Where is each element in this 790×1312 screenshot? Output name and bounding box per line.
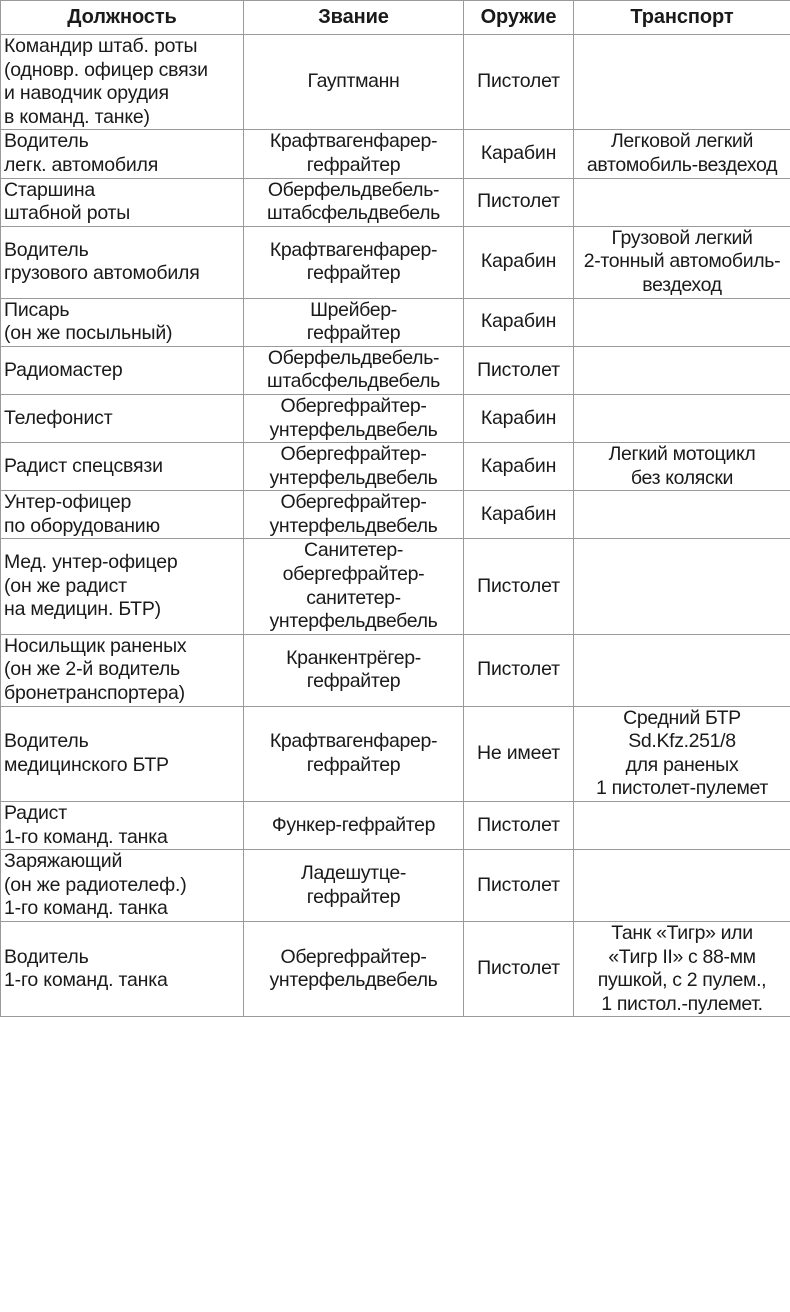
cell-rank [244, 634, 464, 706]
cell-text-line: Радист спецсвязи [4, 454, 163, 477]
cell-text-line: Водитель [4, 945, 89, 968]
cell-text-line: гефрайтер [306, 153, 401, 176]
cell-text-line: Водитель [4, 130, 89, 153]
column-header-position: Должность [1, 1, 244, 35]
cell-text-line: гефрайтер [306, 322, 401, 345]
cell-text-line: Карабин [480, 503, 557, 526]
cell-text-line: Унтер-офицер [4, 491, 132, 514]
table-row [1, 802, 790, 850]
cell-text-line: унтерфельдвебель [269, 514, 438, 537]
cell-text-line: Радист [4, 802, 67, 824]
cell-position [1, 443, 244, 491]
cell-position [1, 634, 244, 706]
cell-text-line: Радиомастер [4, 358, 123, 381]
cell-text-line: гефрайтер [306, 670, 401, 693]
cell-position [1, 491, 244, 539]
cell-text-line: без коляски [630, 466, 734, 489]
cell-text-line: автомобиль-вездеход [586, 153, 778, 176]
cell-text-line: Грузовой легкий [611, 226, 753, 249]
cell-text-line: Водитель [4, 730, 89, 753]
cell-position [1, 298, 244, 346]
cell-text-line: медицинского БТР [4, 753, 169, 776]
cell-text-line: по оборудованию [4, 514, 160, 537]
table-row [1, 346, 790, 394]
cell-text-line: 2-тонный автомобиль- [583, 250, 781, 273]
cell-text-line: Крафтвагенфарер- [269, 130, 438, 153]
cell-rank [244, 850, 464, 922]
cell-rank [244, 491, 464, 539]
cell-text-line: Оберфельдвебель- [267, 178, 440, 201]
cell-text-line: унтерфельдвебель [269, 969, 438, 992]
cell-text-line: Мед. унтер-офицер [4, 551, 178, 574]
cell-text-line: Не имеет [476, 742, 561, 765]
cell-rank [244, 35, 464, 130]
cell-position [1, 226, 244, 298]
cell-position [1, 850, 244, 922]
cell-text-line: Писарь [4, 298, 70, 321]
cell-text-line: Шрейбер- [310, 298, 397, 321]
cell-weapon [464, 921, 574, 1016]
cell-vehicle [574, 802, 790, 850]
cell-text-line: штабсфельдвебель [267, 370, 440, 393]
column-header-weapon: Оружие [464, 1, 574, 35]
cell-position [1, 394, 244, 442]
table-row [1, 130, 790, 178]
cell-rank [244, 226, 464, 298]
cell-text-line: 1-го команд. танка [4, 897, 168, 920]
cell-position [1, 130, 244, 178]
cell-rank [244, 130, 464, 178]
cell-text-line: Обергефрайтер- [280, 394, 427, 417]
cell-text-line: Телефонист [4, 406, 113, 429]
table-row [1, 394, 790, 442]
cell-rank [244, 921, 464, 1016]
column-header-vehicle: Транспорт [574, 1, 790, 35]
cell-position [1, 35, 244, 130]
cell-weapon [464, 706, 574, 801]
cell-text-line: Карабин [480, 310, 557, 333]
cell-position [1, 346, 244, 394]
cell-position [1, 178, 244, 226]
cell-rank [244, 706, 464, 801]
cell-text-line: (он же радиотелеф.) [4, 873, 187, 896]
cell-position [1, 921, 244, 1016]
cell-text-line: пушкой, с 2 пулем., [597, 969, 767, 992]
cell-text-line: Санитетер- [303, 539, 404, 562]
cell-vehicle [574, 35, 790, 130]
column-header-rank: Звание [244, 1, 464, 35]
cell-text-line: штабной роты [4, 202, 131, 225]
table-row [1, 850, 790, 922]
cell-text-line: Командир штаб. роты [4, 35, 198, 57]
table-row [1, 921, 790, 1016]
cell-vehicle [574, 346, 790, 394]
cell-vehicle [574, 130, 790, 178]
cell-text-line: 1-го команд. танка [4, 825, 168, 848]
cell-text-line: унтерфельдвебель [269, 610, 438, 633]
cell-weapon [464, 539, 574, 634]
cell-text-line: Старшина [4, 178, 96, 201]
cell-text-line: Легковой легкий [610, 130, 754, 153]
table-row [1, 539, 790, 634]
cell-vehicle [574, 921, 790, 1016]
cell-text-line: Танк «Тигр» или [611, 921, 753, 944]
table-header [1, 1, 790, 35]
cell-text-line: вездеход [642, 273, 722, 296]
cell-text-line: Обергефрайтер- [280, 945, 427, 968]
cell-text-line: Пистолет [477, 813, 560, 836]
cell-position [1, 802, 244, 850]
table-row [1, 226, 790, 298]
cell-text-line: штабсфельдвебель [267, 202, 440, 225]
cell-text-line: гефрайтер [306, 753, 401, 776]
cell-text-line: Пистолет [477, 957, 560, 980]
cell-text-line: Кранкентрёгер- [286, 646, 421, 669]
cell-position [1, 706, 244, 801]
cell-weapon [464, 346, 574, 394]
table-header-row [1, 1, 790, 35]
cell-vehicle [574, 706, 790, 801]
cell-text-line: гефрайтер [306, 885, 401, 908]
cell-text-line: Обергефрайтер- [280, 443, 427, 466]
cell-weapon [464, 634, 574, 706]
cell-text-line: бронетранспортера) [4, 682, 185, 705]
cell-text-line: для раненых [625, 753, 739, 776]
table-row [1, 634, 790, 706]
cell-text-line: Sd.Kfz.251/8 [628, 730, 736, 753]
cell-text-line: Пистолет [477, 70, 560, 93]
cell-vehicle [574, 226, 790, 298]
cell-vehicle [574, 394, 790, 442]
cell-position [1, 539, 244, 634]
cell-text-line: (он же 2-й водитель [4, 658, 180, 681]
cell-text-line: 1-го команд. танка [4, 969, 168, 992]
cell-vehicle [574, 634, 790, 706]
cell-rank [244, 539, 464, 634]
cell-text-line: Крафтвагенфарер- [269, 730, 438, 753]
cell-text-line: (одновр. офицер связи [4, 58, 208, 81]
cell-text-line: Карабин [480, 250, 557, 273]
cell-text-line: Средний БТР [623, 706, 741, 729]
cell-weapon [464, 850, 574, 922]
cell-text-line: (он же посыльный) [4, 322, 173, 345]
table-row [1, 706, 790, 801]
cell-text-line: обергефрайтер- [282, 563, 425, 586]
cell-text-line: на медицин. БТР) [4, 598, 161, 621]
cell-text-line: 1 пистол.-пулемет. [601, 992, 763, 1015]
cell-text-line: унтерфельдвебель [269, 466, 438, 489]
cell-weapon [464, 178, 574, 226]
cell-text-line: «Тигр II» с 88-мм [608, 945, 756, 968]
cell-vehicle [574, 298, 790, 346]
cell-text-line: Пистолет [477, 873, 560, 896]
cell-text-line: Ладешутце- [301, 861, 406, 884]
cell-text-line: Крафтвагенфарер- [269, 238, 438, 261]
cell-weapon [464, 443, 574, 491]
cell-vehicle [574, 443, 790, 491]
cell-text-line: Водитель [4, 238, 89, 261]
cell-vehicle [574, 539, 790, 634]
cell-vehicle [574, 178, 790, 226]
cell-text-line: унтерфельдвебель [269, 418, 438, 441]
cell-rank [244, 443, 464, 491]
table-row [1, 178, 790, 226]
cell-rank [244, 802, 464, 850]
cell-weapon [464, 130, 574, 178]
cell-weapon [464, 394, 574, 442]
table-row [1, 443, 790, 491]
cell-text-line: и наводчик орудия [4, 82, 169, 105]
cell-rank [244, 346, 464, 394]
cell-text-line: в команд. танке) [4, 105, 150, 128]
cell-weapon [464, 226, 574, 298]
cell-text-line: Пистолет [477, 658, 560, 681]
table-body [1, 35, 790, 1017]
cell-rank [244, 394, 464, 442]
cell-vehicle [574, 850, 790, 922]
cell-text-line: (он же радист [4, 574, 127, 597]
cell-text-line: Карабин [480, 406, 557, 429]
cell-vehicle [574, 491, 790, 539]
cell-text-line: Карабин [480, 142, 557, 165]
cell-text-line: гефрайтер [306, 262, 401, 285]
cell-text-line: Заряжающий [4, 850, 123, 873]
cell-weapon [464, 298, 574, 346]
cell-text-line: Карабин [480, 454, 557, 477]
table-row [1, 35, 790, 130]
cell-weapon [464, 35, 574, 130]
cell-text-line: Носильщик раненых [4, 634, 187, 657]
cell-text-line: Обергефрайтер- [280, 491, 427, 514]
table-row [1, 491, 790, 539]
cell-text-line: Оберфельдвебель- [267, 346, 440, 369]
cell-text-line: легк. автомобиля [4, 153, 159, 176]
cell-rank [244, 178, 464, 226]
cell-text-line: Легкий мотоцикл [608, 443, 756, 466]
cell-text-line: 1 пистолет-пулемет [596, 777, 768, 800]
cell-text-line: грузового автомобиля [4, 262, 200, 285]
cell-weapon [464, 491, 574, 539]
cell-text-line: Гауптманн [307, 70, 400, 93]
cell-text-line: Пистолет [477, 358, 560, 381]
cell-text-line: Пистолет [477, 574, 560, 597]
cell-weapon [464, 802, 574, 850]
cell-text-line: санитетер- [306, 586, 401, 609]
cell-text-line: Функер-гефрайтер [271, 813, 436, 836]
cell-rank [244, 298, 464, 346]
cell-text-line: Пистолет [477, 190, 560, 213]
table-row [1, 298, 790, 346]
